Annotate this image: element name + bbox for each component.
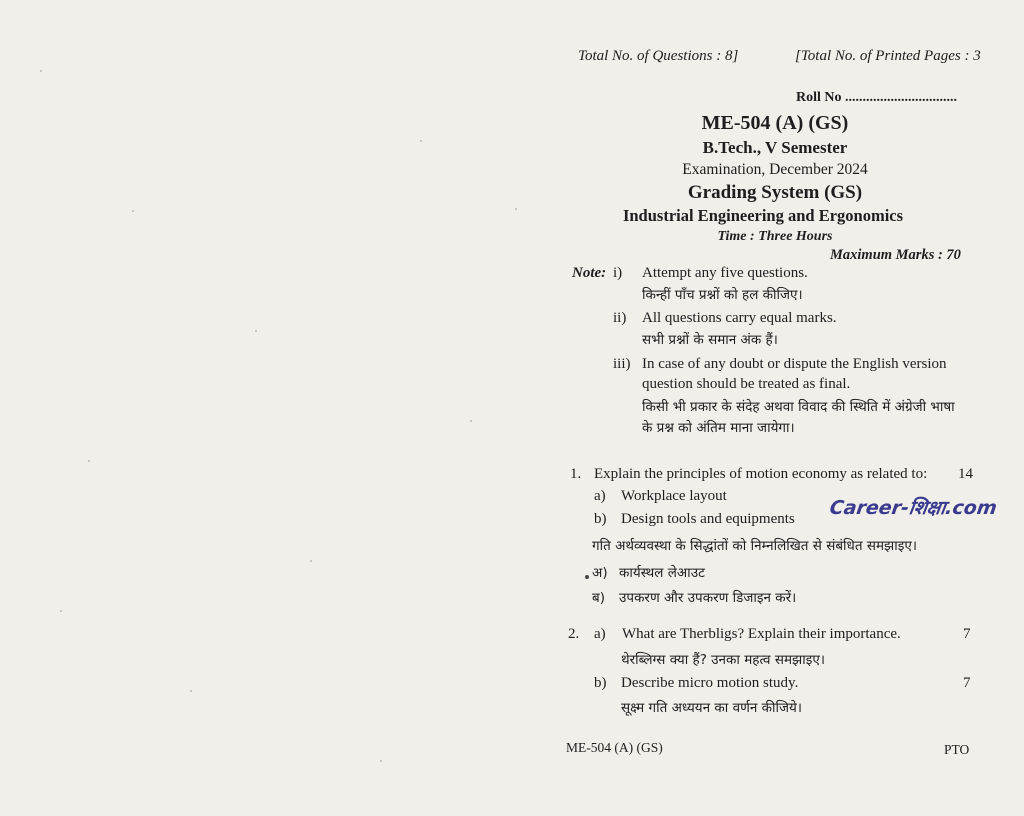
exam-duration: Time : Three Hours — [717, 229, 833, 244]
paper-speck — [585, 575, 589, 579]
subquestion-label: b) — [594, 511, 607, 527]
footer-paper-code: ME-504 (A) (GS) — [566, 740, 663, 755]
subquestion-marks: 7 — [963, 626, 971, 642]
question-number: 2. — [568, 626, 580, 642]
note-label: Note: — [572, 265, 607, 281]
subquestion-text-hindi: थेरब्लिग्स क्या हैं? उनका महत्व समझाइए। — [621, 652, 825, 668]
question-text-hindi: गति अर्थव्यवस्था के सिद्धांतों को निम्नलिखित से संबंधित समझाइए। — [592, 538, 917, 554]
subquestion-text-hindi: कार्यस्थल लेआउट — [619, 565, 705, 581]
note-text-hindi: किन्हीं पाँच प्रश्नों को हल कीजिए। — [642, 287, 803, 303]
exam-session: Examination, December 2024 — [682, 161, 868, 178]
paper-speck — [420, 140, 422, 142]
paper-speck — [470, 420, 472, 422]
note-text-hindi: सभी प्रश्नों के समान अंक हैं। — [642, 332, 778, 348]
roll-number-field: Roll No ................................ — [796, 90, 957, 105]
paper-speck — [380, 760, 382, 762]
paper-code: ME-504 (A) (GS) — [701, 112, 849, 134]
note-text: question should be treated as final. — [642, 376, 851, 392]
note-text-hindi: के प्रश्न को अंतिम माना जायेगा। — [642, 420, 795, 436]
note-text: In case of any doubt or dispute the English version — [642, 356, 947, 372]
subject-title: Industrial Engineering and Ergonomics — [622, 206, 904, 225]
note-number: i) — [613, 265, 623, 281]
subquestion-label: b) — [594, 675, 607, 691]
paper-speck — [40, 70, 42, 72]
paper-speck — [310, 560, 312, 562]
total-questions: Total No. of Questions : 8] — [578, 48, 739, 64]
question-text: Explain the principles of motion economy as related to: — [594, 466, 928, 482]
total-printed-pages: [Total No. of Printed Pages : 3 — [795, 48, 981, 64]
subquestion-text: Design tools and equipments — [621, 511, 795, 527]
paper-speck — [132, 210, 134, 212]
footer-pto: PTO — [944, 742, 970, 757]
subquestion-text-hindi: सूक्ष्म गति अध्ययन का वर्णन कीजिये। — [621, 700, 802, 716]
note-number: ii) — [613, 310, 627, 326]
subquestion-label-hindi: ब) — [592, 590, 605, 606]
watermark-logo: Career-शिक्षा.com — [828, 497, 999, 519]
subquestion-marks: 7 — [963, 675, 971, 691]
question-marks: 14 — [958, 466, 973, 482]
note-number: iii) — [613, 356, 631, 372]
subquestion-text: What are Therbligs? Explain their importance. — [622, 626, 901, 642]
note-text: All questions carry equal marks. — [642, 310, 837, 326]
subquestion-text: Describe micro motion study. — [621, 675, 799, 691]
paper-speck — [60, 610, 62, 612]
course-title: B.Tech., V Semester — [702, 138, 848, 157]
subquestion-label: a) — [594, 626, 606, 642]
note-text-hindi: किसी भी प्रकार के संदेह अथवा विवाद की स्थिति में अंग्रेजी भाषा — [642, 399, 955, 415]
maximum-marks: Maximum Marks : 70 — [830, 247, 961, 263]
subquestion-text: Workplace layout — [621, 488, 727, 504]
paper-speck — [88, 460, 90, 462]
paper-speck — [255, 330, 257, 332]
grading-system: Grading System (GS) — [687, 182, 863, 203]
paper-speck — [515, 208, 517, 210]
note-text: Attempt any five questions. — [642, 265, 808, 281]
subquestion-label-hindi: अ) — [592, 565, 608, 581]
question-number: 1. — [570, 466, 582, 482]
subquestion-text-hindi: उपकरण और उपकरण डिजाइन करें। — [619, 590, 797, 606]
subquestion-label: a) — [594, 488, 606, 504]
paper-speck — [190, 690, 192, 692]
